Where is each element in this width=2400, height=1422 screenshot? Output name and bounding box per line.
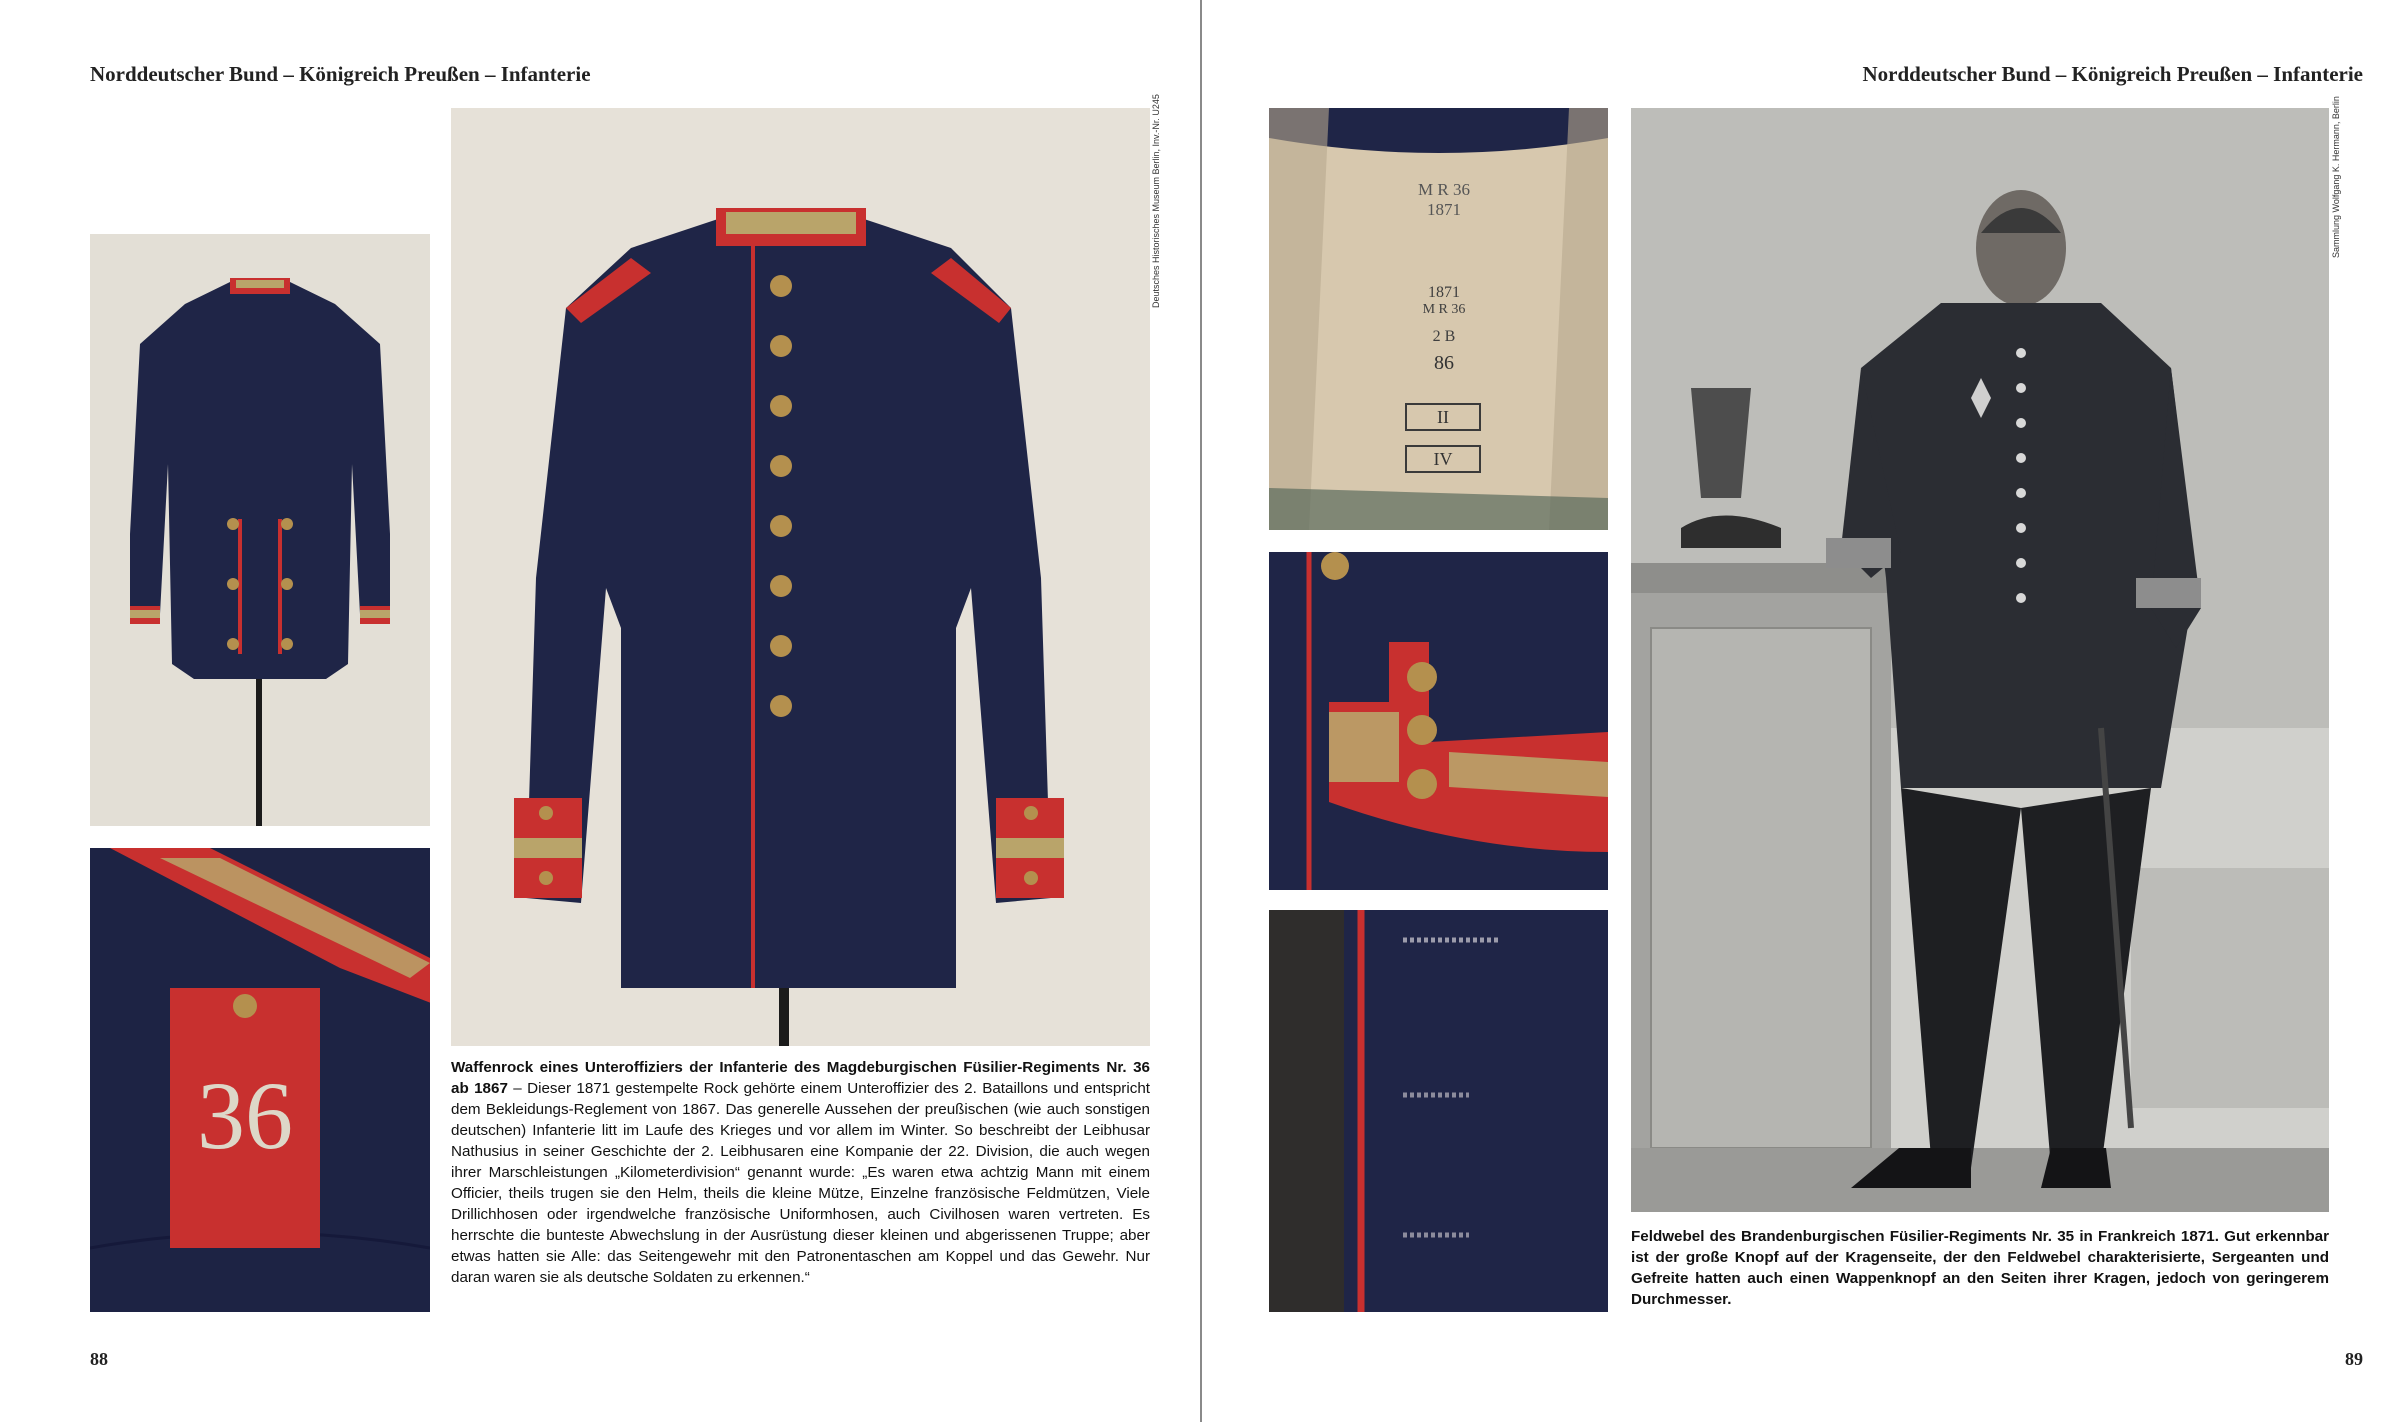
running-head-left: Norddeutscher Bund – Königreich Preußen – Infanterie [90,62,591,86]
historic-portrait-illustration [1631,108,2329,1212]
caption-left-title: Waffenrock eines Unteroffiziers der Infanterie des Magdeburgischen Füsilier-Regiments Nr. 36 ab 1867 [451,1059,1150,1097]
folio-left: 88 [90,1349,108,1369]
stamp-box-ii: II [1437,407,1449,427]
folio-right: 89 [2345,1349,2363,1369]
stamp-year-lower: 1871 [1428,284,1460,301]
buttonhole-illustration [1269,910,1608,1312]
stamp-size: 86 [1434,352,1454,374]
cuff-detail-photo [1269,552,1608,890]
cuff-detail-illustration [1269,552,1608,890]
running-head-right: Norddeutscher Bund – Königreich Preußen – Infanterie [1862,62,2363,86]
stamp-box-iv: IV [1433,449,1453,469]
tunic-back-photo [90,234,430,826]
tunic-back-illustration [90,234,430,826]
right-page [1202,0,2400,1422]
shoulder-strap-photo [90,848,430,1312]
photo-credit-right: Sammlung Wolfgang K. Hermann, Berlin [2331,96,2341,258]
caption-left [451,1057,1150,1288]
lining-stamp-photo [1269,108,1608,530]
historic-portrait-photo [1631,108,2329,1212]
buttonhole-photo [1269,910,1608,1312]
stamp-year-upper: 1871 [1427,200,1461,219]
caption-right: Feldwebel des Brandenburgischen Füsilier-Regiments Nr. 35 in Frankreich 1871. Gut erkennbar ist der große Knopf auf der Kragenseite, der den Feldwebel charakterisierte, Sergeanten und Gefreite hatten auch einen Wappenknopf an den Seiten ihrer Kragen, jedoch von geringerem Durchmesser. [1631,1228,2329,1308]
stamp-mr36-upper: M R 36 [1418,180,1470,199]
stamp-mr36-lower: M R 36 [1422,302,1466,317]
caption-left-body: – Dieser 1871 gestempelte Rock gehörte einem Unteroffizier des 2. Bataillons und entspricht dem Bekleidungs-Reglement von 1867. Das generelle Aussehen der preußischen (wie auch sonstigen deutschen) Infanterie litt im Laufe des Krieges und vor allem im Winter. So beschreibt der Leibhusar Nathusius in seiner Geschichte der 2. Leibhusaren eine Kompanie der 22. Division, die auch wegen ihrer Marschleistungen „Kilometerdivision“ genannt wurde: „Es waren etwa achtzig Mann mit einem Officier, theils trugen sie den Helm, theils die kleine Mütze, Einzelne französische Feldmützen, Viele Drillichhosen oder irgendwelche französische Uniformhosen, auch Civilhosen waren vertreten. Es herrschte die bunteste Abwechslung in der Ausrüstung dieser kleinen und abgerissenen Truppe; aber etwas hatten sie Alle: das Seitengewehr mit den Patronentaschen am Koppel und das Gewehr. Nur daran waren sie als deutsche Soldaten zu erkennen.“ [451,1080,1150,1286]
stamp-battalion: 2 B [1432,328,1456,345]
tunic-front-photo [451,108,1150,1046]
tunic-front-illustration [451,108,1150,1046]
shoulder-strap-number: 36 [197,1062,293,1169]
photo-credit-left: Deutsches Historisches Museum Berlin, Inv.-Nr. U245 [1151,94,1161,308]
